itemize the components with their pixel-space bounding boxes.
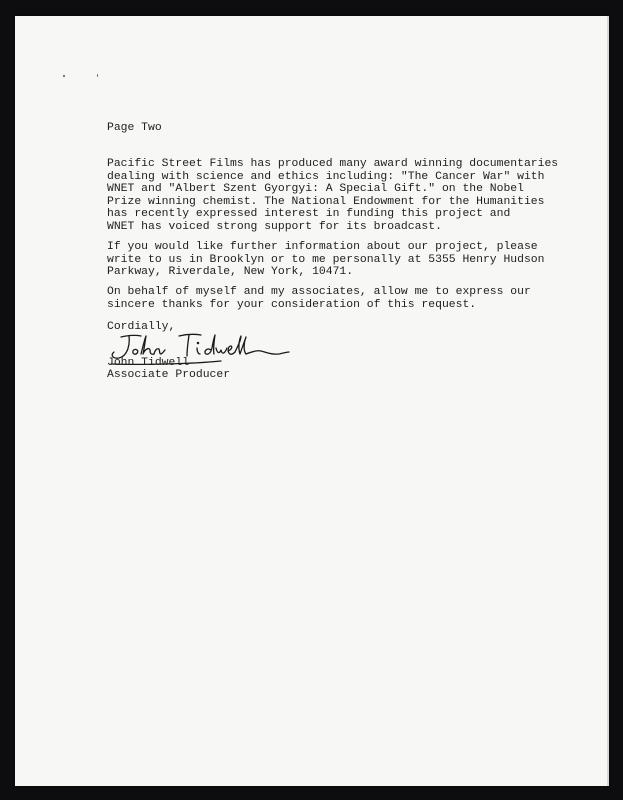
paper-speck: [63, 75, 65, 77]
paragraph-history: Pacific Street Films has produced many award winning documentaries dealing with science and ethics including: "The Cancer War" with WNET and "Albert Szent Gyorgyi: A Special Gift." on the Nobel Prize winning chemist. The National Endowment for the Humanities has recently expressed interest in funding this project and WNET has voiced strong support for its broadcast.: [107, 158, 559, 233]
paragraph-thanks: On behalf of myself and my associates, allow me to express our sincere thanks for your consideration of this request.: [107, 286, 531, 311]
signer-title: Associate Producer: [107, 369, 231, 381]
paragraph-contact: If you would like further information about our project, please write to us in Brooklyn or to me personally at 5355 Henry Hudson Parkway, Riverdale, New York, 10471.: [107, 241, 545, 279]
paper-speck: [97, 74, 98, 77]
letter-page: [15, 16, 609, 786]
signer-name: John Tidwell: [107, 357, 190, 369]
page-edge: [607, 16, 609, 786]
page-label: Page Two: [107, 122, 162, 134]
closing: Cordially,: [107, 321, 176, 333]
